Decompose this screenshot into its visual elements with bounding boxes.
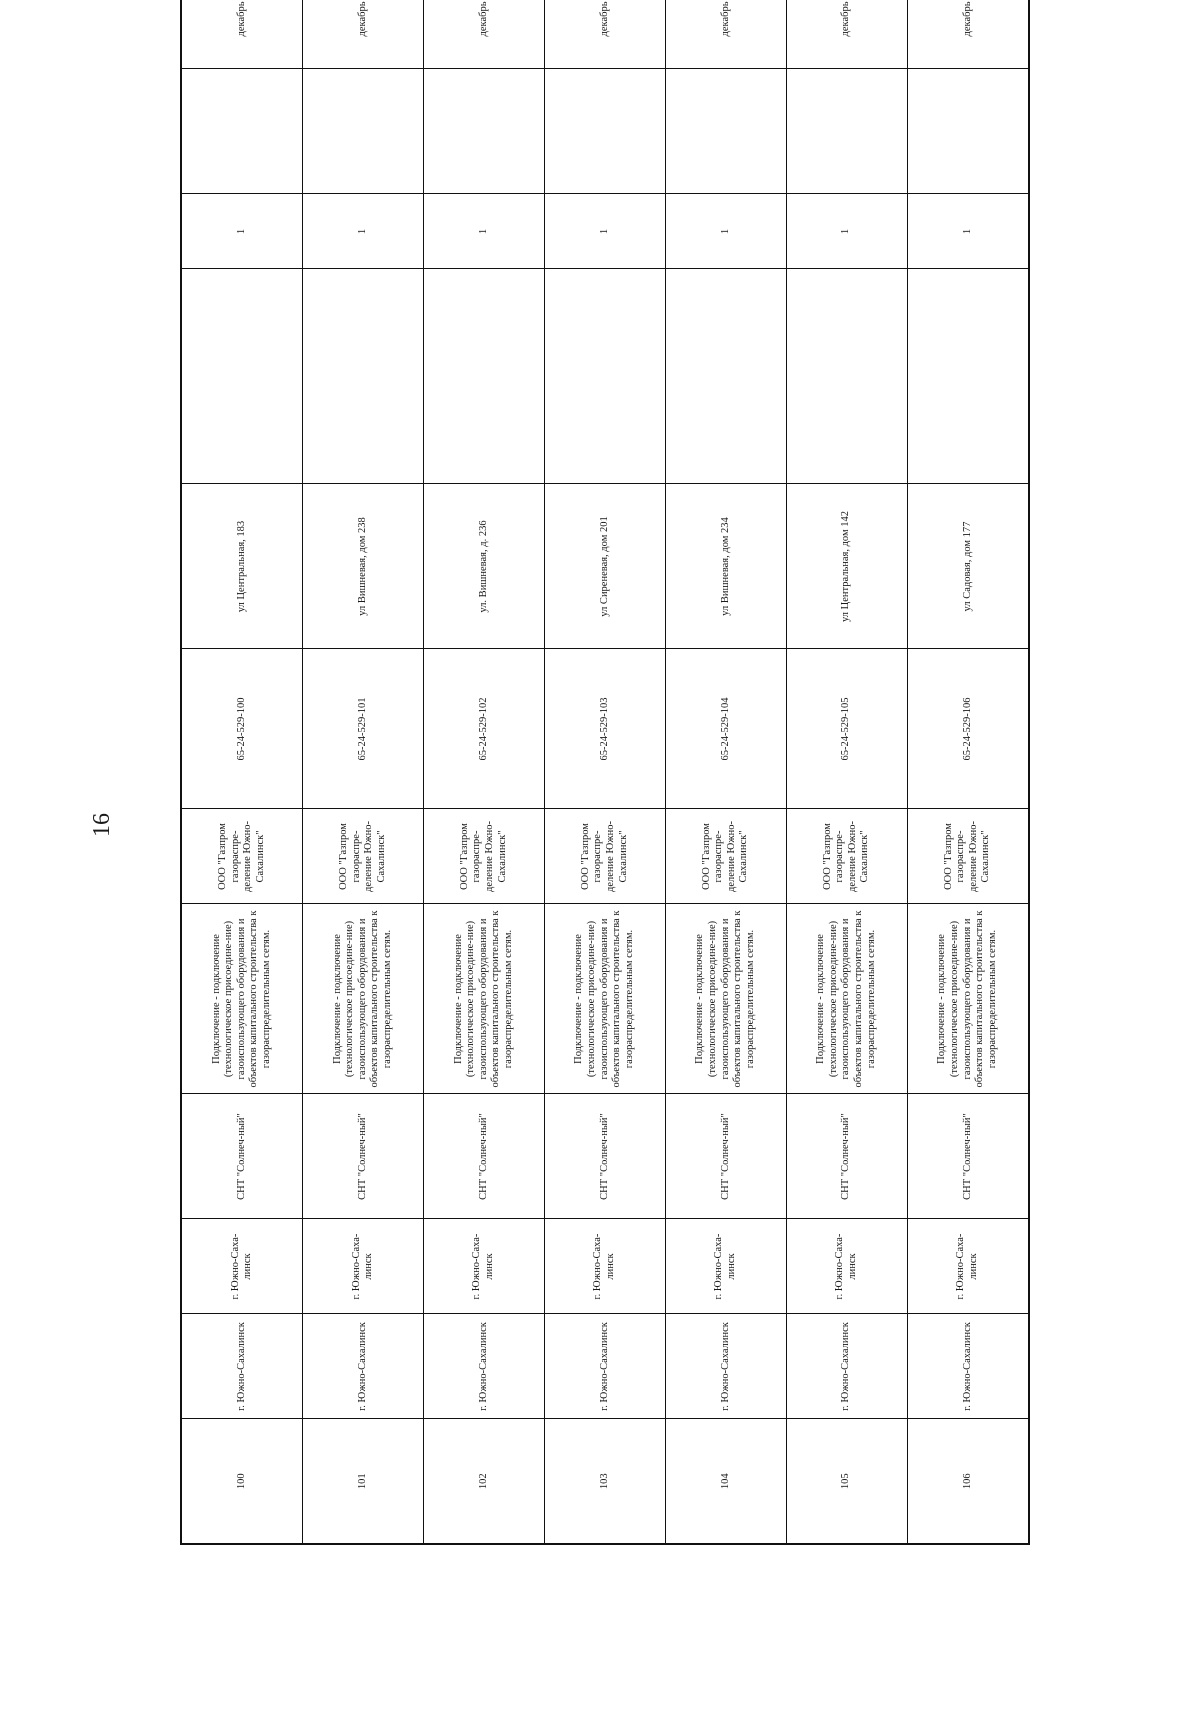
table-row (545, 0, 666, 1544)
organization-cell: ООО "Газпром газораспре-деление Южно-Сахалинск" (181, 809, 303, 904)
table-container (180, 1, 1030, 1545)
city-cell: г. Южно-Сахалинск (303, 1314, 424, 1419)
city-cell: г. Южно-Сахалинск (181, 1314, 303, 1419)
table-row (424, 0, 545, 1544)
empty-cell (424, 69, 545, 194)
table-row (786, 0, 907, 1544)
address-cell: ул Садовая, дом 177 (907, 484, 1029, 649)
row-number: 106 (907, 1419, 1029, 1544)
row-number: 105 (786, 1419, 907, 1544)
row-number: 102 (424, 1419, 545, 1544)
snt-cell: СНТ "Солнеч-ный" (545, 1094, 666, 1219)
code-cell: 65-24-529-104 (665, 649, 786, 809)
month-cell: декабрь (907, 0, 1029, 69)
empty-cell (545, 69, 666, 194)
district-cell: г. Южно-Саха-линск (181, 1219, 303, 1314)
description-cell: Подключение - подключение (технологическое присоедине-ние) газоиспользующего оборудования и объектов капитального строительства к газораспределительным сетям. (665, 904, 786, 1094)
address-cell: ул Центральная, дом 142 (786, 484, 907, 649)
empty-cell (303, 269, 424, 484)
code-cell: 65-24-529-105 (786, 649, 907, 809)
quantity-cell: 1 (181, 194, 303, 269)
snt-cell: СНТ "Солнеч-ный" (303, 1094, 424, 1219)
code-cell: 65-24-529-100 (181, 649, 303, 809)
month-cell: декабрь (181, 0, 303, 69)
district-cell: г. Южно-Саха-линск (424, 1219, 545, 1314)
district-cell: г. Южно-Саха-линск (665, 1219, 786, 1314)
table-row (665, 0, 786, 1544)
table-row (907, 0, 1029, 1544)
description-cell: Подключение - подключение (технологическое присоедине-ние) газоиспользующего оборудования и объектов капитального строительства к газораспределительным сетям. (424, 904, 545, 1094)
empty-cell (786, 269, 907, 484)
row-number: 100 (181, 1419, 303, 1544)
empty-cell (181, 69, 303, 194)
empty-cell (303, 69, 424, 194)
code-cell: 65-24-529-101 (303, 649, 424, 809)
month-cell: декабрь (786, 0, 907, 69)
table-row (303, 0, 424, 1544)
month-cell: декабрь (545, 0, 666, 69)
address-cell: ул Сиреневая, дом 201 (545, 484, 666, 649)
empty-cell (907, 69, 1029, 194)
empty-cell (665, 269, 786, 484)
quantity-cell: 1 (907, 194, 1029, 269)
table-body (181, 0, 1029, 1544)
row-number: 103 (545, 1419, 666, 1544)
description-cell: Подключение - подключение (технологическое присоедине-ние) газоиспользующего оборудования и объектов капитального строительства к газораспределительным сетям. (303, 904, 424, 1094)
empty-cell (181, 269, 303, 484)
organization-cell: ООО "Газпром газораспре-деление Южно-Сахалинск" (545, 809, 666, 904)
city-cell: г. Южно-Сахалинск (786, 1314, 907, 1419)
description-cell: Подключение - подключение (технологическое присоедине-ние) газоиспользующего оборудования и объектов капитального строительства к газораспределительным сетям. (545, 904, 666, 1094)
district-cell: г. Южно-Саха-линск (786, 1219, 907, 1314)
address-cell: ул Вишневая, дом 234 (665, 484, 786, 649)
organization-cell: ООО "Газпром газораспре-деление Южно-Сахалинск" (303, 809, 424, 904)
table-row (181, 0, 303, 1544)
description-cell: Подключение - подключение (технологическое присоедине-ние) газоиспользующего оборудования и объектов капитального строительства к газораспределительным сетям. (181, 904, 303, 1094)
organization-cell: ООО "Газпром газораспре-деление Южно-Сахалинск" (665, 809, 786, 904)
data-table (180, 0, 1030, 1545)
row-number: 104 (665, 1419, 786, 1544)
organization-cell: ООО "Газпром газораспре-деление Южно-Сахалинск" (424, 809, 545, 904)
page-number: 16 (89, 813, 115, 837)
empty-cell (424, 269, 545, 484)
address-cell: ул. Вишневая, д. 236 (424, 484, 545, 649)
snt-cell: СНТ "Солнеч-ный" (665, 1094, 786, 1219)
month-cell: декабрь (303, 0, 424, 69)
code-cell: 65-24-529-102 (424, 649, 545, 809)
city-cell: г. Южно-Сахалинск (907, 1314, 1029, 1419)
city-cell: г. Южно-Сахалинск (665, 1314, 786, 1419)
empty-cell (545, 269, 666, 484)
description-cell: Подключение - подключение (технологическое присоедине-ние) газоиспользующего оборудования и объектов капитального строительства к газораспределительным сетям. (907, 904, 1029, 1094)
row-number: 101 (303, 1419, 424, 1544)
snt-cell: СНТ "Солнеч-ный" (907, 1094, 1029, 1219)
organization-cell: ООО "Газпром газораспре-деление Южно-Сахалинск" (907, 809, 1029, 904)
code-cell: 65-24-529-106 (907, 649, 1029, 809)
city-cell: г. Южно-Сахалинск (545, 1314, 666, 1419)
district-cell: г. Южно-Саха-линск (545, 1219, 666, 1314)
quantity-cell: 1 (545, 194, 666, 269)
month-cell: декабрь (665, 0, 786, 69)
month-cell: декабрь (424, 0, 545, 69)
address-cell: ул Центральная, 183 (181, 484, 303, 649)
code-cell: 65-24-529-103 (545, 649, 666, 809)
description-cell: Подключение - подключение (технологическое присоедине-ние) газоиспользующего оборудования и объектов капитального строительства к газораспределительным сетям. (786, 904, 907, 1094)
city-cell: г. Южно-Сахалинск (424, 1314, 545, 1419)
organization-cell: ООО "Газпром газораспре-деление Южно-Сахалинск" (786, 809, 907, 904)
snt-cell: СНТ "Солнеч-ный" (424, 1094, 545, 1219)
quantity-cell: 1 (665, 194, 786, 269)
quantity-cell: 1 (303, 194, 424, 269)
address-cell: ул Вишневая, дом 238 (303, 484, 424, 649)
quantity-cell: 1 (786, 194, 907, 269)
district-cell: г. Южно-Саха-линск (907, 1219, 1029, 1314)
empty-cell (786, 69, 907, 194)
district-cell: г. Южно-Саха-линск (303, 1219, 424, 1314)
empty-cell (665, 69, 786, 194)
quantity-cell: 1 (424, 194, 545, 269)
snt-cell: СНТ "Солнеч-ный" (786, 1094, 907, 1219)
empty-cell (907, 269, 1029, 484)
snt-cell: СНТ "Солнеч-ный" (181, 1094, 303, 1219)
